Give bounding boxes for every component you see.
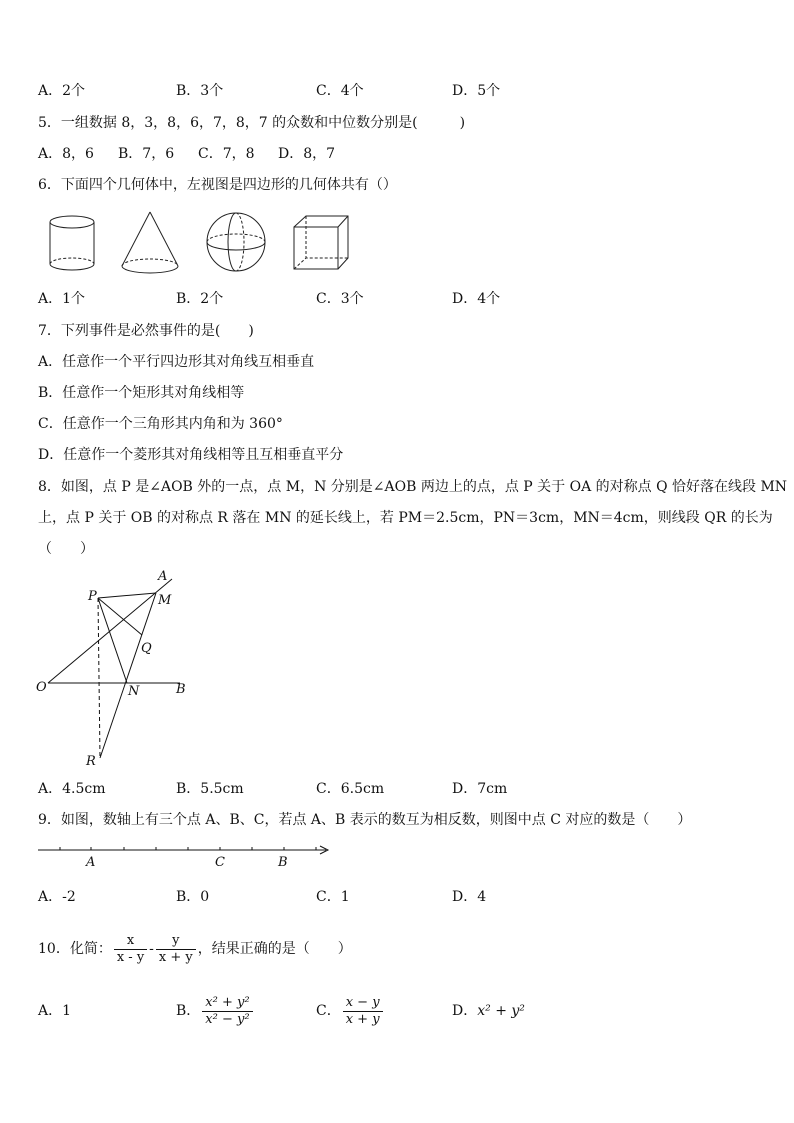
q8-option-a: A．4.5cm [38, 781, 106, 797]
cube-icon [292, 214, 352, 274]
q7-option-d: D．任意作一个菱形其对角线相等且互相垂直平分 [38, 447, 344, 463]
q10-frac2-den: x + y [158, 949, 193, 965]
q10-option-b [176, 992, 255, 1030]
q10-option-a-label: A． [38, 1003, 63, 1019]
q10-option-c-num: x − y [343, 995, 383, 1012]
q10-option-a-value: 1 [62, 1003, 72, 1019]
q8-option-d: D．7cm [452, 781, 508, 797]
label-q: Q [141, 641, 152, 656]
q5-stem: 5．一组数据 8，3，8，6，7，8，7 的众数和中位数分别是( ) [38, 115, 466, 131]
label-b: B [176, 682, 186, 697]
label-r: R [86, 754, 96, 769]
q10-option-b-den: x² − y² [205, 1011, 250, 1027]
q9-option-c: C．1 [316, 889, 350, 905]
q6-stem: 6．下面四个几何体中，左视图是四边形的几何体共有（） [38, 177, 397, 193]
q10-frac2-num: y [156, 933, 196, 950]
q10-frac1-num: x [114, 933, 147, 950]
label-m: M [158, 593, 172, 608]
q7-option-b: B．任意作一个矩形其对角线相等 [38, 385, 245, 401]
q6-option-d: D．4个 [452, 291, 501, 307]
q10-minus: - [149, 941, 154, 957]
label-a: A [158, 569, 168, 584]
q10-option-b-fraction [202, 995, 252, 1028]
q8-option-c: C．6.5cm [316, 781, 385, 797]
q10-stem [38, 930, 352, 968]
label-n: N [128, 684, 140, 699]
q10-stem-prefix: 10．化简： [38, 941, 112, 957]
number-line-figure [36, 840, 336, 872]
q9-option-d: D．4 [452, 889, 487, 905]
q10-option-c-label: C． [316, 1003, 341, 1019]
q10-fraction-1 [114, 933, 147, 966]
q10-option-d-value: x² + y² [477, 1003, 525, 1019]
q6-option-b: B．2个 [176, 291, 224, 307]
q10-option-c-den: x + y [345, 1011, 380, 1027]
axis-label-c: C [215, 855, 225, 870]
q10-option-d-label: D． [452, 1003, 478, 1019]
q5-option-d: D．8，7 [278, 146, 336, 162]
q7-stem: 7．下列事件是必然事件的是( ) [38, 323, 254, 339]
q10-frac1-den: x - y [116, 949, 145, 965]
q7-option-c: C．任意作一个三角形其内角和为 360° [38, 416, 283, 432]
q10-option-d [452, 992, 525, 1030]
q10-option-b-label: B． [176, 1003, 201, 1019]
q9-stem: 9．如图，数轴上有三个点 A、B、C，若点 A、B 表示的数互为相反数，则图中点 C 对应的数是（ ） [38, 812, 692, 828]
q6-option-a: A．1个 [38, 291, 86, 307]
label-o: O [36, 680, 47, 695]
q10-option-b-num: x² + y² [202, 995, 252, 1012]
label-p: P [88, 589, 97, 604]
q4-option-a: A．2个 [38, 83, 86, 99]
q8-stem-line3: （ ） [38, 541, 94, 557]
q9-option-a: A．-2 [38, 889, 76, 905]
q5-option-b: B．7，6 [118, 146, 175, 162]
q8-stem-line2: 上，点 P 关于 OB 的对称点 R 落在 MN 的延长线上，若 PM＝2.5cm，PN＝3cm，MN＝4cm，则线段 QR 的长为 [38, 510, 773, 526]
q10-option-a [38, 992, 71, 1030]
q7-option-a: A．任意作一个平行四边形其对角线互相垂直 [38, 354, 315, 370]
q5-option-a: A．8，6 [38, 146, 94, 162]
q5-option-c: C．7，8 [198, 146, 255, 162]
q10-option-c-fraction [343, 995, 383, 1028]
q10-option-c [316, 992, 385, 1030]
q8-option-b: B．5.5cm [176, 781, 244, 797]
cone-icon [118, 210, 182, 276]
q8-geometry-figure [30, 565, 200, 775]
axis-label-b: B [278, 855, 288, 870]
q4-option-c: C．4个 [316, 83, 364, 99]
cylinder-icon [48, 212, 98, 274]
sphere-icon [204, 212, 268, 274]
q9-option-b: B．0 [176, 889, 210, 905]
q10-fraction-2 [156, 933, 196, 966]
axis-label-a: A [86, 855, 96, 870]
q8-stem-line1: 8．如图，点 P 是∠AOB 外的一点，点 M，N 分别是∠AOB 两边上的点，点 P 关于 OA 的对称点 Q 恰好落在线段 MN [38, 479, 788, 495]
q6-option-c: C．3个 [316, 291, 364, 307]
q10-stem-suffix: ，结果正确的是（ ） [197, 941, 352, 957]
q4-option-d: D．5个 [452, 83, 501, 99]
q4-option-b: B．3个 [176, 83, 224, 99]
